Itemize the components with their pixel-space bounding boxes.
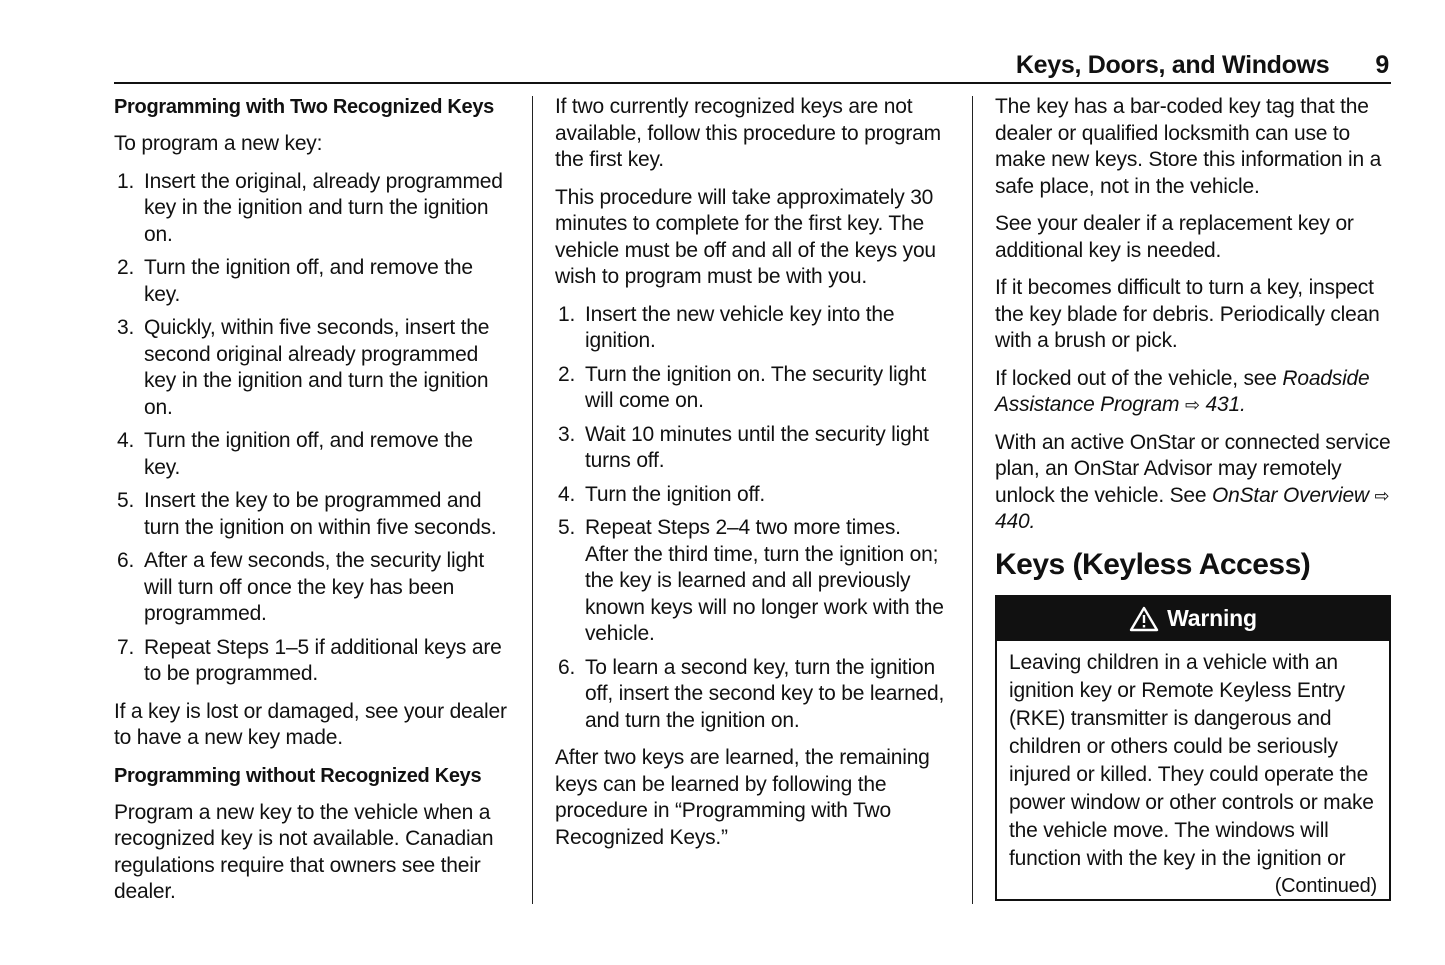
step-number: 5. [558, 516, 576, 539]
step-number: 2. [117, 256, 135, 279]
cross-reference-link[interactable]: OnStar Overview ⇨ 440. [995, 483, 1390, 533]
reference-title: OnStar Overview [1212, 483, 1369, 507]
column-1 [114, 94, 510, 917]
warning-text: Leaving children in a vehicle with an ignition key or Remote Keyless Entry (RKE) transmitter is dangerous and children or others could be seriously injured or killed. They could operate the power window or other controls or make the vehicle move. The windows will function with the key in the ignition or [1009, 650, 1374, 870]
continued-label: (Continued) [1274, 874, 1377, 897]
step-number: 4. [558, 482, 576, 506]
step-text: Repeat Steps 1–5 if additional keys are to be programmed. [144, 635, 502, 685]
warning-box [995, 595, 1391, 901]
step-text: To learn a second key, turn the ignition off, insert the second key to be learned, and turn the ignition on. [585, 655, 945, 732]
step-text: Insert the key to be programmed and turn the ignition on within five seconds. [144, 489, 497, 539]
paragraph: This procedure will take approximately 30 minutes to complete for the first key. The vehicle must be off and all of the keys you wish to program must be with you. [555, 185, 936, 288]
step-text: Quickly, within five seconds, insert the second original already programmed key in the ignition and turn the ignition on. [144, 316, 490, 419]
column-3 [995, 94, 1391, 901]
paragraph: Program a new key to the vehicle when a recognized key is not available. Canadian regulations require that owners see their dealer. [114, 800, 494, 903]
paragraph: To program a new key: [114, 132, 323, 155]
step-number: 5. [117, 489, 135, 512]
steps-list [114, 169, 510, 688]
page-arrow-icon: ⇨ [1374, 485, 1390, 506]
warning-header [997, 597, 1389, 641]
paragraph: The key has a bar-coded key tag that the dealer or qualified locksmith can use to make new keys. Store this information in a safe place, not in the vehicle. [995, 95, 1382, 198]
warning-triangle-icon [1129, 606, 1159, 632]
reference-page: 440 [995, 510, 1030, 533]
section-title: Keys, Doors, and Windows [1015, 50, 1330, 79]
step-number: 6. [558, 655, 576, 679]
column-divider [532, 96, 533, 904]
list-item [555, 362, 947, 415]
step-text: Turn the ignition on. The security light will come on. [585, 362, 927, 412]
paragraph [995, 430, 1391, 536]
page-header [114, 48, 1391, 84]
step-number: 7. [117, 635, 135, 659]
step-text: Insert the new vehicle key into the ignition. [585, 302, 895, 352]
warning-label: Warning [1167, 605, 1257, 632]
paragraph: See your dealer if a replacement key or additional key is needed. [995, 212, 1354, 262]
paragraph: If two currently recognized keys are not available, follow this procedure to program the first key. [555, 95, 941, 171]
step-text: Wait 10 minutes until the security light turns off. [585, 422, 929, 472]
list-item [114, 635, 510, 688]
list-item [114, 255, 510, 308]
step-number: 3. [558, 422, 576, 446]
page-number: 9 [1375, 50, 1389, 79]
steps-list [555, 302, 947, 735]
column-divider [972, 96, 973, 904]
list-item [555, 655, 947, 735]
paragraph: If a key is lost or damaged, see your dealer to have a new key made. [114, 699, 507, 749]
step-text: Turn the ignition off, and remove the key. [144, 256, 473, 306]
subheading: Programming with Two Recognized Keys [114, 96, 494, 118]
column-2 [555, 94, 947, 862]
list-item [114, 315, 510, 421]
list-item [114, 548, 510, 628]
step-text: Insert the original, already programmed key in the ignition and turn the ignition on. [144, 169, 503, 246]
section-heading: Keys (Keyless Access) [995, 547, 1311, 581]
step-text: Turn the ignition off, and remove the key. [144, 429, 473, 479]
paragraph: After two keys are learned, the remaining keys can be learned by following the procedure in “Programming with Two Recognized Keys.” [555, 746, 930, 849]
warning-body [997, 641, 1389, 899]
list-item [114, 428, 510, 481]
step-number: 3. [117, 316, 135, 339]
cross-reference-link[interactable]: Roadside Assistance Program ⇨ 431. [995, 366, 1370, 416]
list-item [555, 482, 947, 509]
list-item [114, 169, 510, 249]
list-item [114, 488, 510, 541]
page-arrow-icon: ⇨ [1184, 395, 1200, 415]
reference-title: Roadside Assistance Program [995, 366, 1370, 416]
step-number: 1. [558, 302, 576, 326]
step-number: 4. [117, 429, 135, 452]
list-item [555, 515, 947, 648]
step-text: After a few seconds, the security light will turn off once the key has been programmed. [144, 549, 485, 625]
paragraph-text: If locked out of the vehicle, see [995, 366, 1283, 390]
step-text: Repeat Steps 2–4 two more times. After the third time, turn the ignition on; the key is learned and all previously known keys will no longer work with the vehicle. [585, 516, 944, 645]
step-number: 1. [117, 169, 135, 193]
step-number: 6. [117, 549, 135, 572]
paragraph [995, 366, 1391, 419]
step-number: 2. [558, 362, 576, 386]
step-text: Turn the ignition off. [585, 482, 766, 506]
list-item [555, 302, 947, 355]
list-item [555, 422, 947, 475]
paragraph-text: With an active OnStar or connected service plan, an OnStar Advisor may remotely unlock the vehicle. See [995, 430, 1391, 507]
reference-page: 431 [1205, 393, 1240, 416]
paragraph: If it becomes difficult to turn a key, inspect the key blade for debris. Periodically clean with a brush or pick. [995, 276, 1380, 352]
subheading: Programming without Recognized Keys [114, 764, 482, 787]
